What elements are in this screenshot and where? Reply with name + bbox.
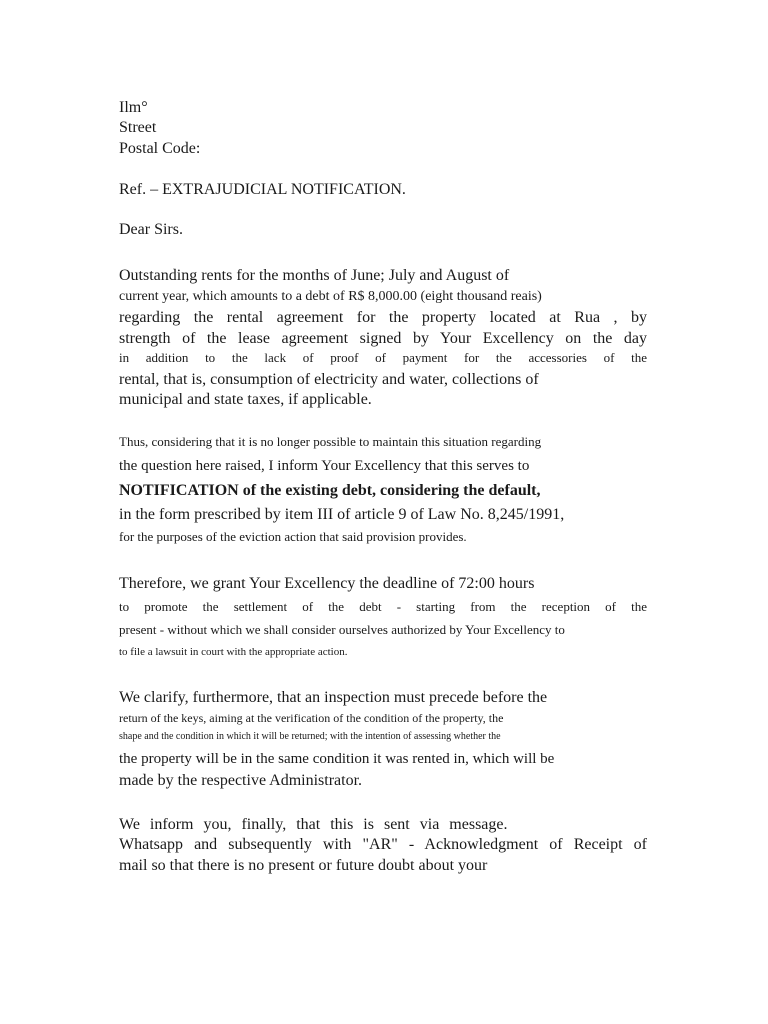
paragraph4-line: We clarify, furthermore, that an inspection must precede before the: [119, 689, 548, 706]
paragraph5-line: Whatsapp and subsequently with "AR" - Acknowledgment of Receipt of: [119, 836, 647, 853]
paragraph1-line: regarding the rental agreement for the property located at Rua , by: [119, 309, 647, 326]
paragraph4-line: shape and the condition in which it will be returned; with the intention of assessing whether the: [119, 731, 501, 742]
paragraph1-line: rental, that is, consumption of electricity and water, collections of: [119, 371, 539, 388]
paragraph5-line: We inform you, finally, that this is sent via message.: [119, 816, 508, 833]
paragraph3-line: to promote the settlement of the debt - starting from the reception of the: [119, 599, 647, 614]
address-salutation: Ilm°: [119, 99, 148, 116]
paragraph2-line: Thus, considering that it is no longer possible to maintain this situation regarding: [119, 434, 542, 449]
paragraph3-line: to file a lawsuit in court with the appropriate action.: [119, 646, 348, 658]
paragraph3-line: Therefore, we grant Your Excellency the deadline of 72:00 hours: [119, 575, 535, 592]
paragraph2-line: for the purposes of the eviction action that said provision provides.: [119, 529, 467, 544]
paragraph2-line: the question here raised, I inform Your Excellency that this serves to: [119, 458, 530, 474]
paragraph1-line: current year, which amounts to a debt of R$ 8,000.00 (eight thousand reais): [119, 289, 542, 304]
paragraph4-line: made by the respective Administrator.: [119, 772, 363, 789]
address-postal-code: Postal Code:: [119, 140, 201, 157]
paragraph1-line: strength of the lease agreement signed by Your Excellency on the day: [119, 330, 647, 347]
paragraph1-line: in addition to the lack of proof of payment for the accessories of the: [119, 350, 647, 365]
paragraph2-line: in the form prescribed by item III of article 9 of Law No. 8,245/1991,: [119, 506, 565, 523]
paragraph1-line: Outstanding rents for the months of June; July and August of: [119, 267, 510, 284]
address-street: Street: [119, 119, 157, 136]
reference-line: Ref. – EXTRAJUDICIAL NOTIFICATION.: [119, 181, 406, 198]
paragraph3-line: present - without which we shall consider ourselves authorized by Your Excellency to: [119, 622, 565, 637]
notification-bold-line: NOTIFICATION of the existing debt, considering the default,: [119, 482, 541, 499]
paragraph5-line: mail so that there is no present or future doubt about your: [119, 857, 488, 874]
paragraph4-line: the property will be in the same condition it was rented in, which will be: [119, 751, 555, 767]
paragraph4-line: return of the keys, aiming at the verification of the condition of the property, the: [119, 711, 504, 725]
paragraph1-line: municipal and state taxes, if applicable.: [119, 391, 372, 408]
greeting: Dear Sirs.: [119, 221, 183, 238]
